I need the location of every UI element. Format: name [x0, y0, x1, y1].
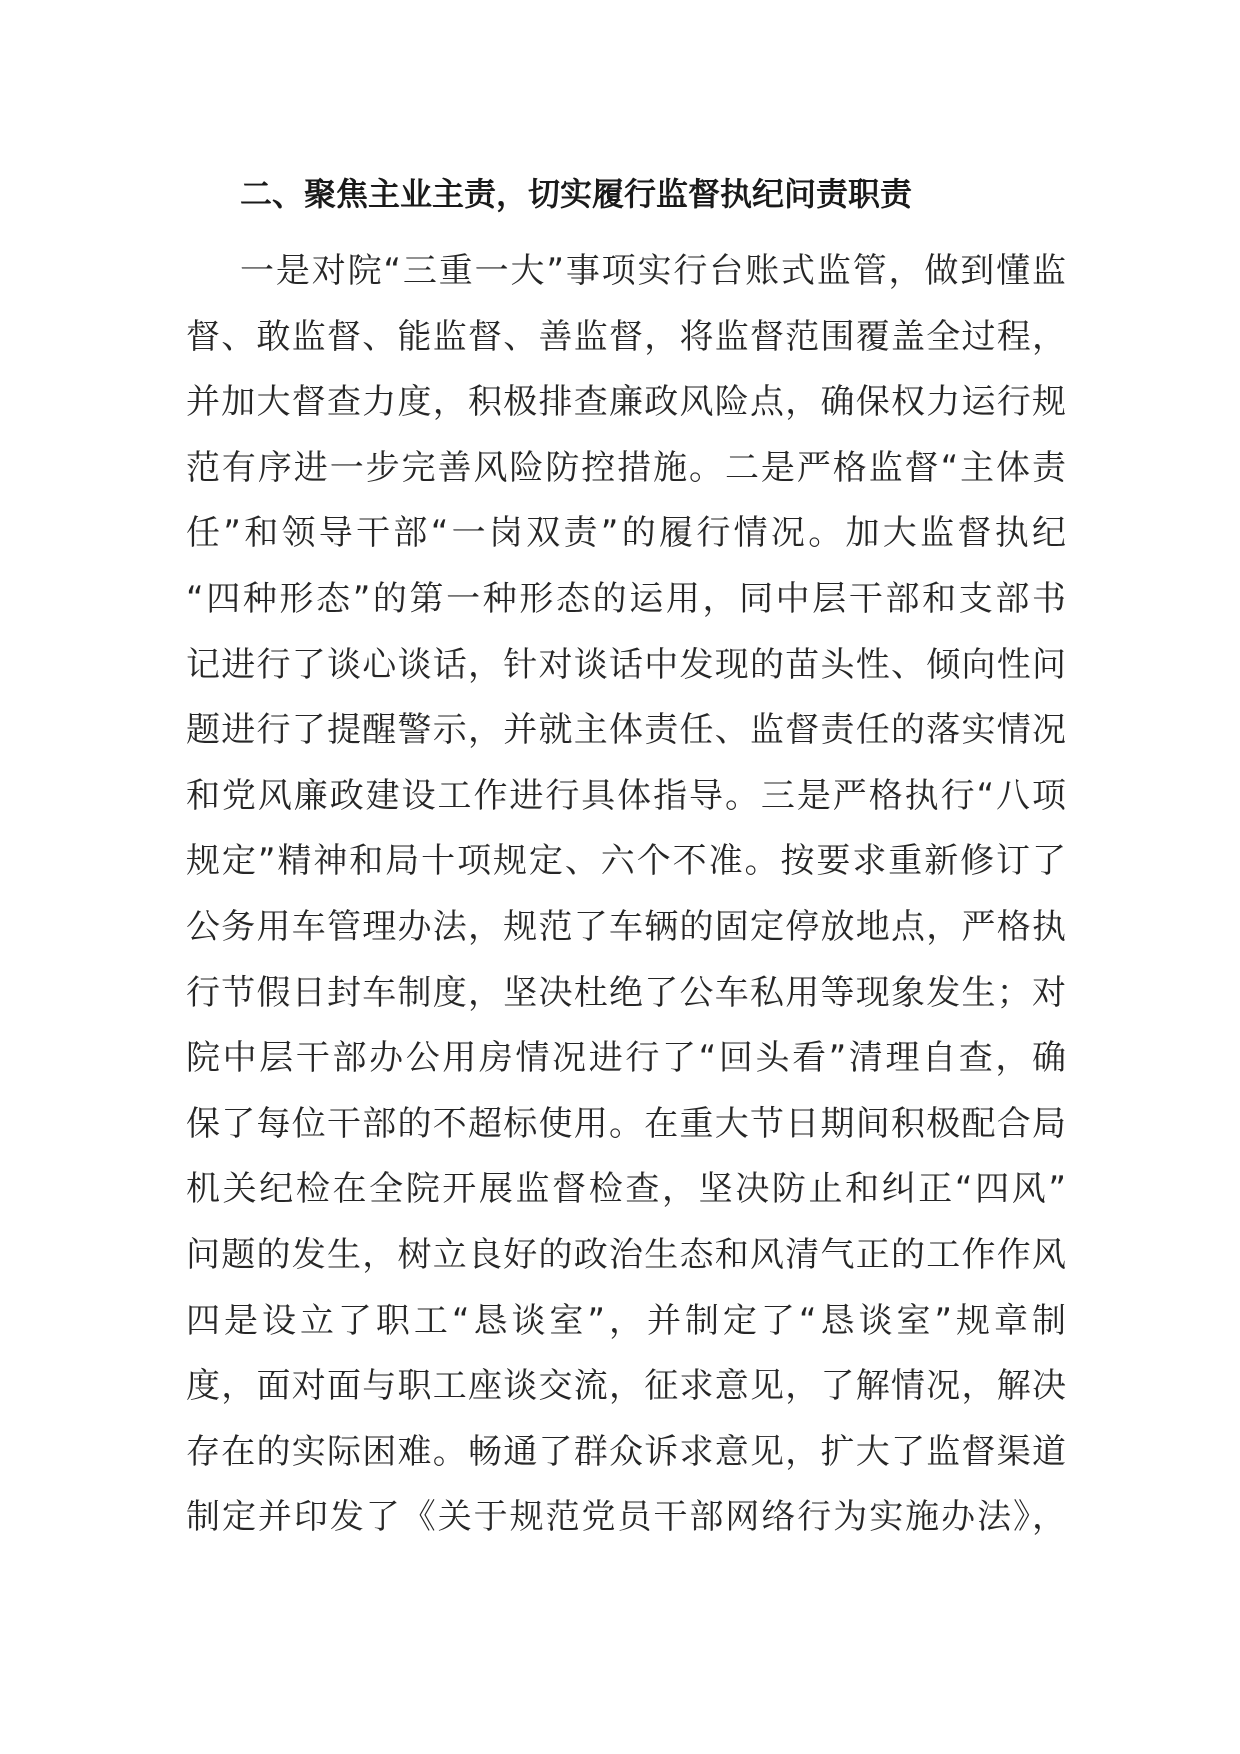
text-line: 度，面对面与职工座谈交流，征求意见，了解情况，解决 — [186, 1366, 1066, 1407]
text-line: 规定”精神和局十项规定、六个不准。按要求重新修订了 — [186, 841, 1066, 882]
text-line: “四种形态”的第一种形态的运用，同中层干部和支部书 — [186, 578, 1066, 619]
text-line: 保了每位干部的不超标使用。在重大节日期间积极配合局 — [186, 1103, 1066, 1144]
body-paragraph — [186, 239, 1066, 1551]
section-heading: 二、聚焦主业主责，切实履行监督执纪问责职责 — [240, 175, 913, 213]
text-line: 问题的发生，树立良好的政治生态和风清气正的工作作风 — [186, 1234, 1066, 1275]
text-line: 院中层干部办公用房情况进行了“回头看”清理自查，确 — [186, 1038, 1066, 1079]
text-line: 一是对院“三重一大”事项实行台账式监管，做到懂监 — [240, 251, 1066, 291]
text-line: 四是设立了职工“恳谈室”，并制定了“恳谈室”规章制 — [186, 1300, 1066, 1341]
text-line: 行节假日封车制度，坚决杜绝了公车私用等现象发生；对 — [186, 972, 1066, 1013]
text-line: 公务用车管理办法，规范了车辆的固定停放地点，严格执 — [186, 906, 1066, 947]
text-line: 记进行了谈心谈话，针对谈话中发现的苗头性、倾向性问 — [186, 644, 1066, 685]
text-line: 制定并印发了《关于规范党员干部网络行为实施办法》， — [186, 1497, 1066, 1538]
text-line: 任”和领导干部“一岗双责”的履行情况。加大监督执纪 — [186, 513, 1066, 554]
text-line: 范有序进一步完善风险防控措施。二是严格监督“主体责 — [186, 447, 1066, 488]
text-line: 题进行了提醒警示，并就主体责任、监督责任的落实情况 — [186, 710, 1066, 751]
text-line: 机关纪检在全院开展监督检查，坚决防止和纠正“四风” — [186, 1169, 1066, 1210]
text-line: 督、敢监督、能监督、善监督，将监督范围覆盖全过程， — [186, 316, 1066, 357]
text-line: 存在的实际困难。畅通了群众诉求意见，扩大了监督渠道 — [186, 1431, 1066, 1472]
text-line: 和党风廉政建设工作进行具体指导。三是严格执行“八项 — [186, 775, 1066, 816]
text-line: 并加大督查力度，积极排查廉政风险点，确保权力运行规 — [186, 382, 1066, 423]
